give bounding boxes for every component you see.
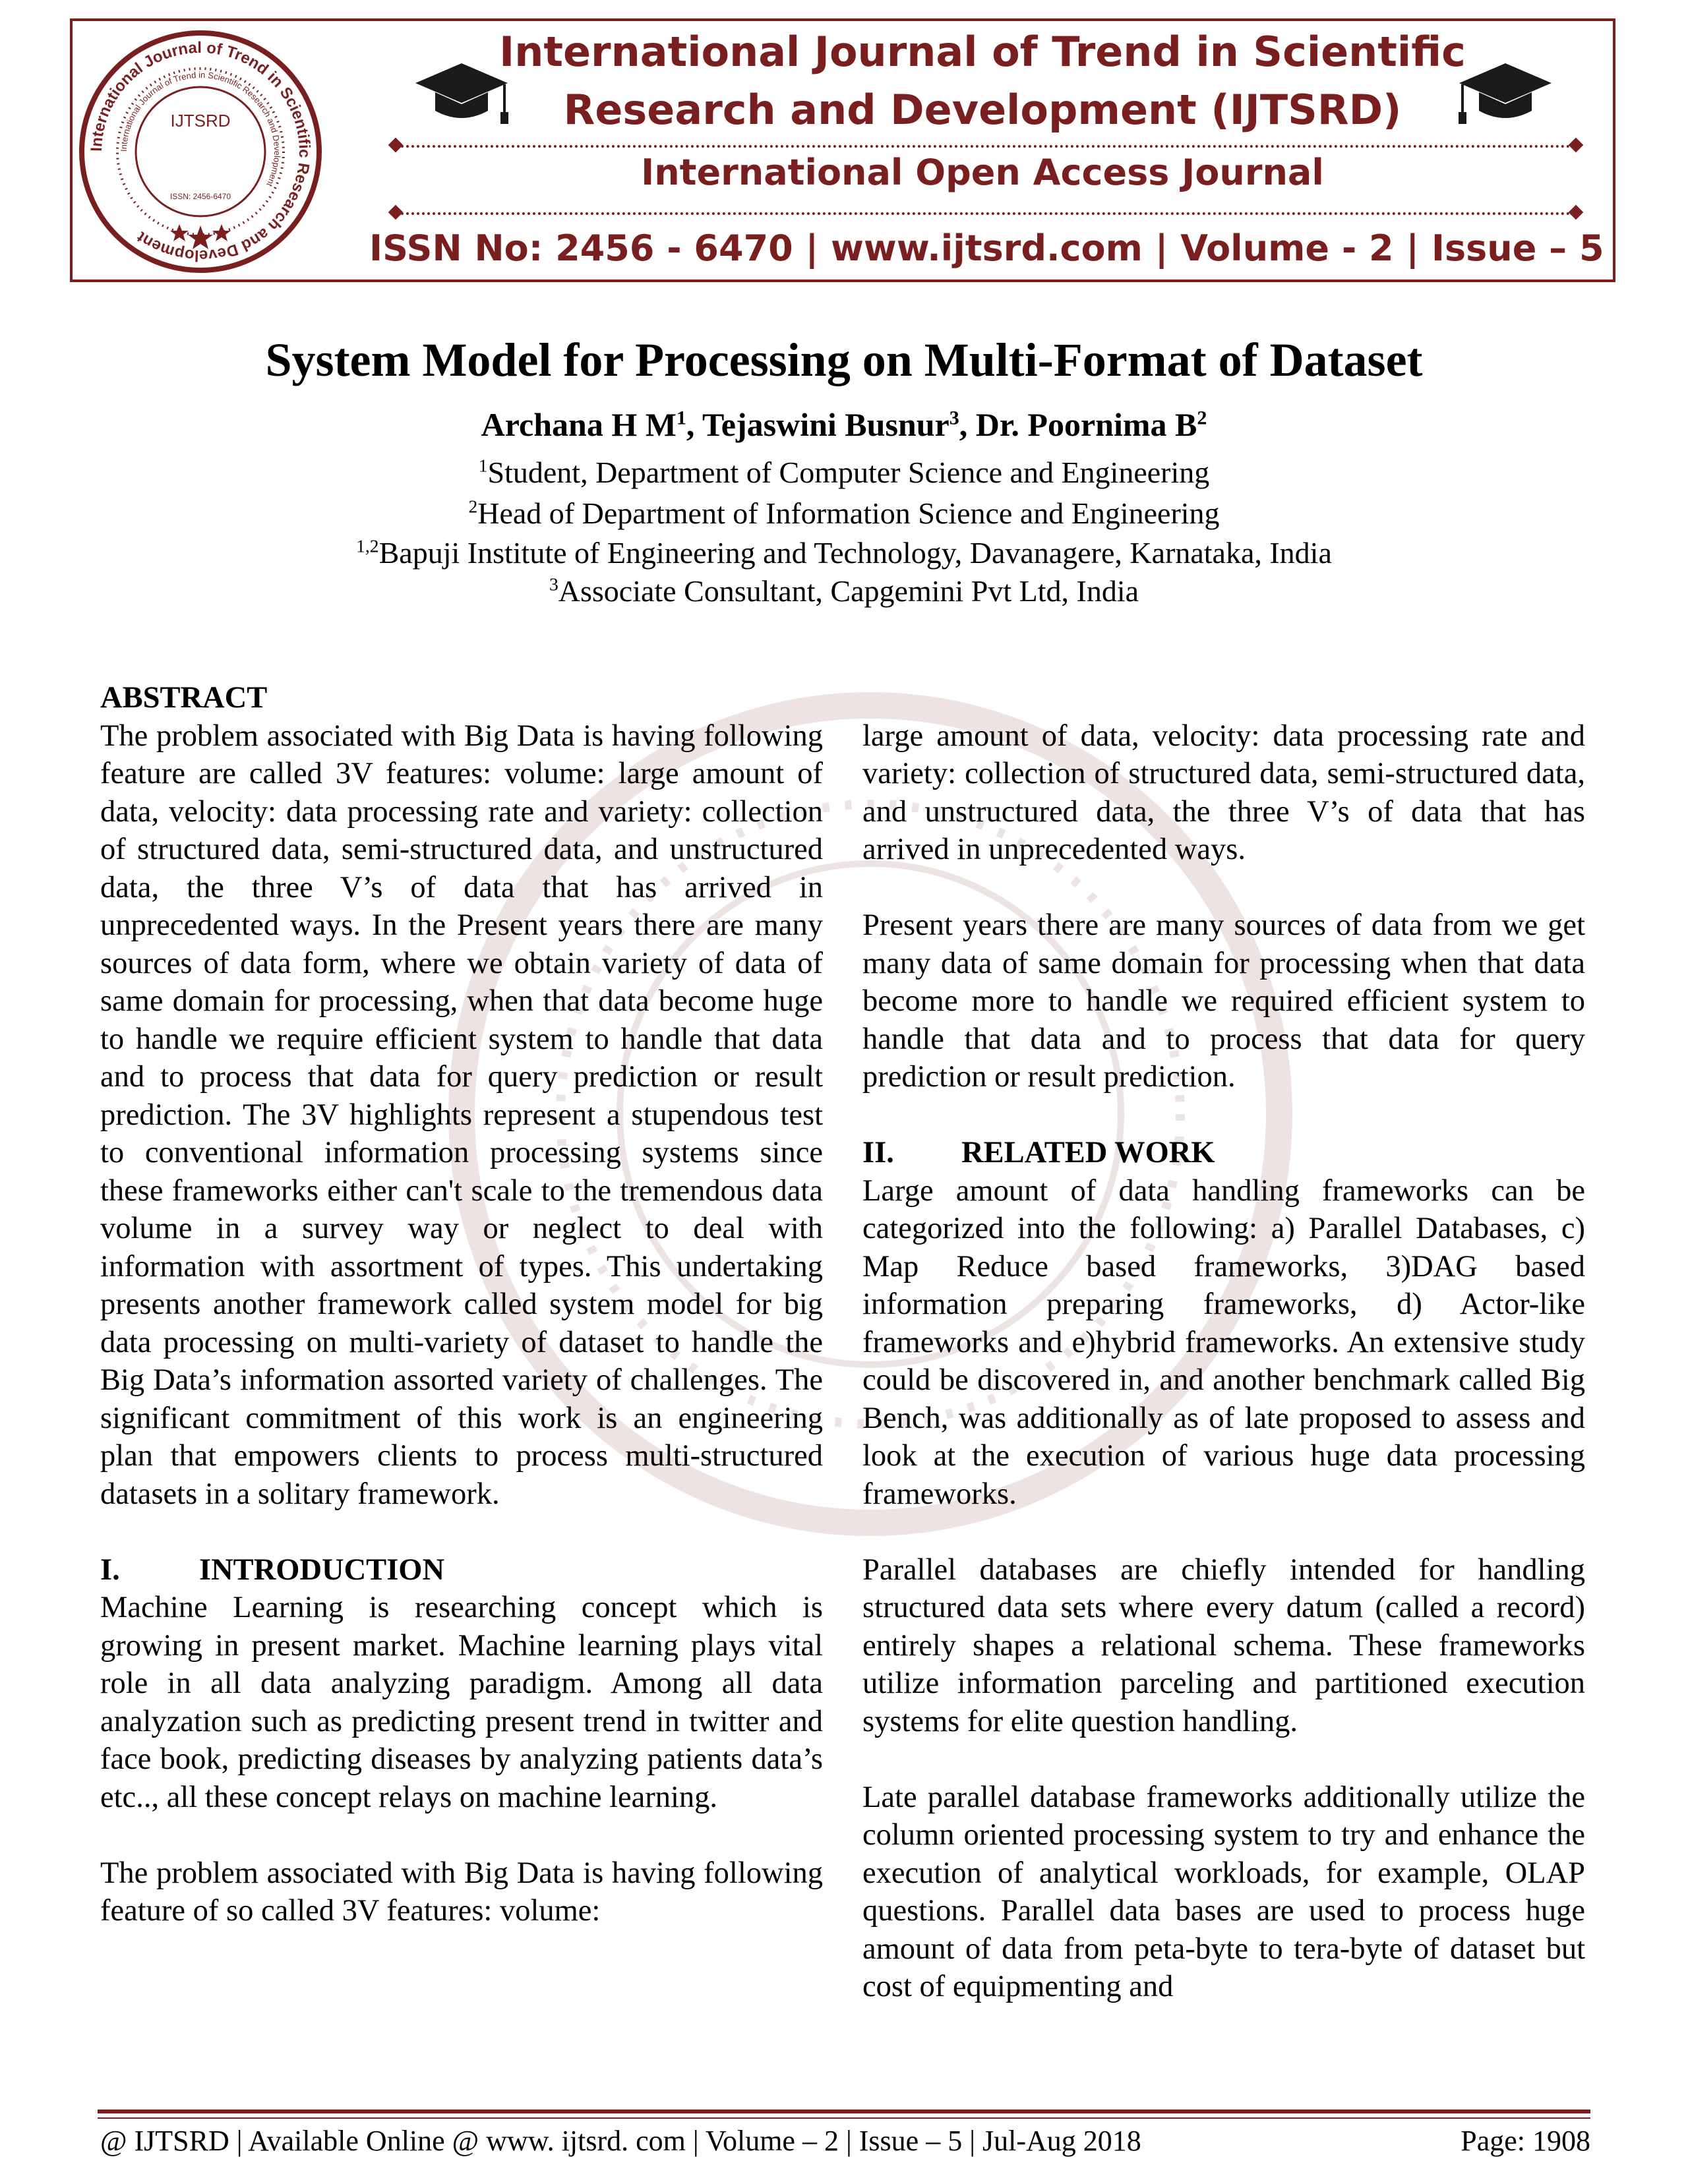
header-divider <box>396 212 1576 215</box>
body-paragraph: Large amount of data handling frameworks can be categorized into the following: a) Parallel Databases, c) Map Reduce based frameworks, 3)DAG based information preparing frameworks, d) Actor-like frameworks and e)hybrid frameworks. An extensive study could be discovered in, and another benchmark called Big Bench, was additionally as of late proposed to assess and look at the execution of various huge data processing frameworks. <box>862 1173 1585 1511</box>
footer-rule <box>98 2117 1590 2119</box>
logo-center-text: IJTSRD <box>170 111 231 131</box>
affiliation-text: Student, Department of Computer Science and Engineering <box>487 456 1210 489</box>
introduction-heading <box>100 1551 823 1589</box>
logo-outer-text: International Journal of Trend in Scientific Research and Development <box>87 38 314 265</box>
introduction-paragraph: Machine Learning is researching concept which is growing in present market. Machine learning plays vital role in all data analyzing paradigm. Among all data analyzation such as predicting present trend in twitter and face book, predicting diseases by analyzing patients data’s etc.., all these concept relays on machine learning. <box>100 1591 823 1814</box>
journal-issn-line: ISSN No: 2456 - 6470 | www.ijtsrd.com | Volume - 2 | Issue – 5 <box>369 227 1604 269</box>
body-paragraph: Present years there are many sources of data from we get many data of same domain for processing when that data become more to handle we required efficient system to handle that data and to process that data for query prediction or result prediction. <box>862 908 1585 1094</box>
affiliation-sup: 1,2 <box>356 535 379 556</box>
section-number: II. <box>862 1136 894 1169</box>
affiliation-sup: 1 <box>478 455 488 476</box>
left-column <box>100 679 823 1968</box>
affiliation-text: Bapuji Institute of Engineering and Technology, Davanagere, Karnataka, India <box>378 536 1332 570</box>
introduction-paragraph: The problem associated with Big Data is having following feature of so called 3V features: volume: <box>100 1856 823 1928</box>
author-sup: 2 <box>1197 407 1207 429</box>
author-name: Tejaswini Busnur <box>702 406 950 443</box>
related-work-heading <box>862 1134 1585 1172</box>
abstract-text: The problem associated with Big Data is having following feature are called 3V features: volume: large amount of data, velocity: data processing rate and variety: collection of structured data, semi-structured data, and unstructured data, the three V’s of data that has arrived in unprecedented ways. In the Present years there are many sources of data form, where we obtain variety of data of same domain for processing, when that data become huge to handle we require efficient system to handle that data and to process that data for query prediction or result prediction. The 3V highlights represent a stupendous test to conventional information processing systems since these frameworks either can't scale to the tremendous data volume in a survey way or neglect to deal with information with assortment of types. This undertaking presents another framework called system model for big data processing on multi-variety of dataset to handle the Big Data’s information assorted variety of challenges. The significant commitment of this work is an engineering plan that empowers clients to process multi-structured datasets in a solitary framework. <box>100 719 823 1511</box>
author-sup: 3 <box>949 407 959 429</box>
body-paragraph: Late parallel database frameworks additionally utilize the column oriented processing system to try and enhance the execution of analytical workloads, for example, OLAP questions. Parallel data bases are used to process huge amount of data from peta-byte to tera-byte of dataset but cost of equipmenting and <box>862 1780 1585 2003</box>
footer-info: @ IJTSRD | Available Online @ www. ijtsrd. com | Volume – 2 | Issue – 5 | Jul-Aug 2018 <box>100 2125 1141 2157</box>
abstract-heading: ABSTRACT <box>100 681 268 715</box>
author-name: Archana H M <box>481 406 677 443</box>
right-column <box>862 717 1585 2044</box>
footer-rule <box>98 2110 1590 2113</box>
page-number: Page: 1908 <box>1461 2125 1590 2157</box>
journal-name-line1: International Journal of Trend in Scientific <box>499 28 1466 76</box>
section-number: I. <box>100 1552 120 1587</box>
body-paragraph: Parallel databases are chiefly intended for handling structured data sets where every datum (called a record) entirely shapes a relational schema. These frameworks utilize information parceling and partitioned execution systems for elite question handling. <box>862 1552 1585 1738</box>
affiliation <box>0 574 1688 608</box>
journal-access-line: International Open Access Journal <box>641 152 1324 193</box>
affiliation <box>0 535 1688 570</box>
affiliation-text: Head of Department of Information Science and Engineering <box>477 496 1220 530</box>
section-title: RELATED WORK <box>961 1136 1215 1169</box>
author-sup: 1 <box>676 407 686 429</box>
paper-authors: Archana H $M^1$, Tejaswini Busnur$^3$, Dr. Poornima $B^2$ <box>481 406 1207 443</box>
paper-title: System Model for Processing on Multi-Format of Dataset <box>265 334 1423 386</box>
affiliation <box>0 455 1688 490</box>
section-title: INTRODUCTION <box>199 1552 445 1587</box>
affiliation-sup: 2 <box>468 496 478 517</box>
page-footer <box>100 2124 1590 2158</box>
affiliation-sup: 3 <box>549 574 558 595</box>
journal-seal-logo <box>76 28 324 276</box>
body-paragraph: large amount of data, velocity: data processing rate and variety: collection of structured data, semi-structured data, and unstructured data, the three V’s of data that has arrived in unprecedented ways. <box>862 719 1585 866</box>
header-divider <box>396 145 1576 148</box>
logo-inner-text: International Journal of Trend in Scientific Research and Development <box>118 69 283 189</box>
author-name: Dr. Poornima B <box>975 406 1197 443</box>
logo-issn-text: ISSN: 2456-6470 <box>169 192 231 201</box>
journal-name-line2: Research and Development (IJTSRD) <box>563 86 1402 134</box>
affiliation <box>0 496 1688 531</box>
affiliation-text: Associate Consultant, Capgemini Pvt Ltd, India <box>558 574 1139 608</box>
